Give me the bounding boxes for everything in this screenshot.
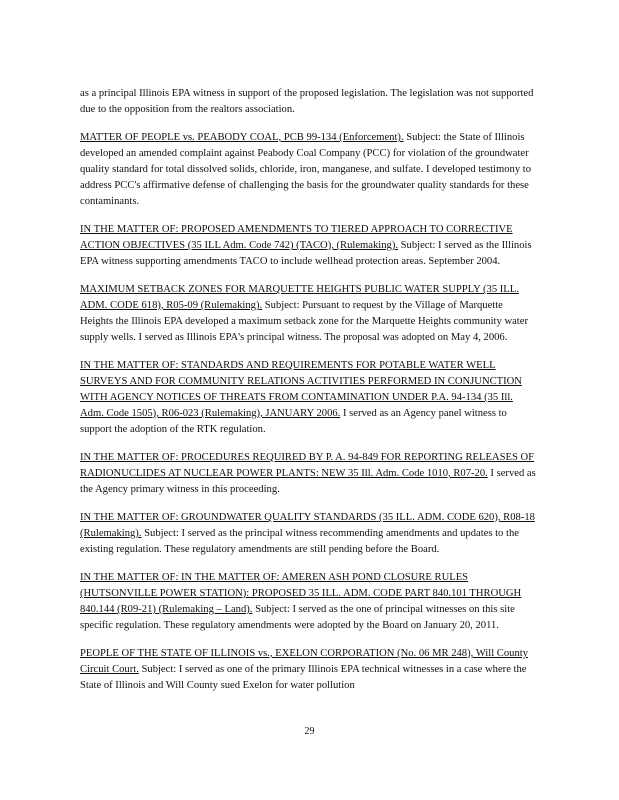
- paragraph-body: Subject: I served as one of the primary Illinois EPA technical witnesses in a case where the State of Illinois and Will County sued Exelon for water pollution: [80, 664, 527, 691]
- case-heading: IN THE MATTER OF: GROUNDWATER QUALITY STANDARDS (35 ILL. ADM. CODE 620), R08-18 (Rulemaking).: [80, 512, 535, 539]
- case-heading: MATTER OF PEOPLE vs. PEABODY COAL, PCB 99-134 (Enforcement).: [80, 132, 404, 143]
- paragraph-body: Subject: I served as the principal witness recommending amendments and updates to the existing regulation. These regulatory amendments are still pending before the Board.: [80, 528, 519, 555]
- case-heading: IN THE MATTER OF: PROCEDURES REQUIRED BY P. A. 94-849 FOR REPORTING RELEASES OF RADIONUCLIDES AT NUCLEAR POWER PLANTS: NEW 35 Ill. Adm. Code 1010, R07-20.: [80, 452, 535, 479]
- paragraph-continuation: [80, 86, 538, 118]
- paragraph-groundwater-standards: [80, 510, 538, 558]
- case-heading: IN THE MATTER OF: PROPOSED AMENDMENTS TO TIERED APPROACH TO CORRECTIVE ACTION OBJECTIVES (35 ILL Adm. Code 742) (TACO), (Rulemaking).: [80, 224, 513, 251]
- case-heading: PEOPLE OF THE STATE OF ILLINOIS vs., EXELON CORPORATION (No. 06 MR 248), Will County Circuit Court.: [80, 648, 528, 675]
- paragraph-marquette-heights: [80, 282, 538, 346]
- paragraph-body: Subject: Pursuant to request by the Village of Marquette Heights the Illinois EPA developed a maximum setback zone for the Marquette Heights community water supply wells. I served as Illinois EPA's principal witness. The proposal was adopted on May 4, 2006.: [80, 300, 528, 343]
- paragraph-taco: [80, 222, 538, 270]
- paragraph-body: Subject: the State of Illinois developed an amended complaint against Peabody Coal Company (PCC) for violation of the groundwater quality standard for total dissolved solids, chloride, iron, manganese, and sulfate. I developed testimony to address PCC's affirmative defense of challenging the basis for the groundwater quality standards for these contaminants.: [80, 132, 532, 207]
- case-heading: IN THE MATTER OF: STANDARDS AND REQUIREMENTS FOR POTABLE WATER WELL SURVEYS AND FOR COMMUNITY RELATIONS ACTIVITIES PERFORMED IN CONJUNCTION WITH AGENCY NOTICES OF THREATS FROM CONTAMINATION UNDER P.A. 94-134 (35 Ill. Adm. Code 1505), R06-023 (Rulemaking), JANUARY 2006.: [80, 360, 522, 419]
- page-number: 29: [304, 726, 315, 737]
- paragraph-body: as a principal Illinois EPA witness in support of the proposed legislation. The legislation was not supported due to the opposition from the realtors association.: [80, 88, 534, 115]
- paragraph-body: I served as the Agency primary witness in this proceeding.: [80, 468, 536, 495]
- case-heading: IN THE MATTER OF: IN THE MATTER OF: AMEREN ASH POND CLOSURE RULES (HUTSONVILLE POWER STATION): PROPOSED 35 ILL. ADM. CODE PART 840.101 THROUGH 840.144 (R09-21) (Rulemaking – Land).: [80, 572, 522, 615]
- paragraph-body: Subject: I served as the one of principal witnesses on this site specific regulation. These regulatory amendments were adopted by the Board on January 20, 2011.: [80, 604, 515, 631]
- case-heading: MAXIMUM SETBACK ZONES FOR MARQUETTE HEIGHTS PUBLIC WATER SUPPLY (35 ILL. ADM. CODE 618), R05-09 (Rulemaking).: [80, 284, 519, 311]
- paragraph-potable-water: [80, 358, 538, 438]
- paragraph-body: I served as an Agency panel witness to support the adoption of the RTK regulation.: [80, 408, 507, 435]
- paragraph-peabody-coal: [80, 130, 538, 210]
- paragraph-exelon: [80, 646, 538, 694]
- document-page: [80, 86, 538, 706]
- paragraph-ameren: [80, 570, 538, 634]
- paragraph-body: Subject: I served as the Illinois EPA witness supporting amendments TACO to include wellhead protection areas. September 2004.: [80, 240, 532, 267]
- paragraph-radionuclides: [80, 450, 538, 498]
